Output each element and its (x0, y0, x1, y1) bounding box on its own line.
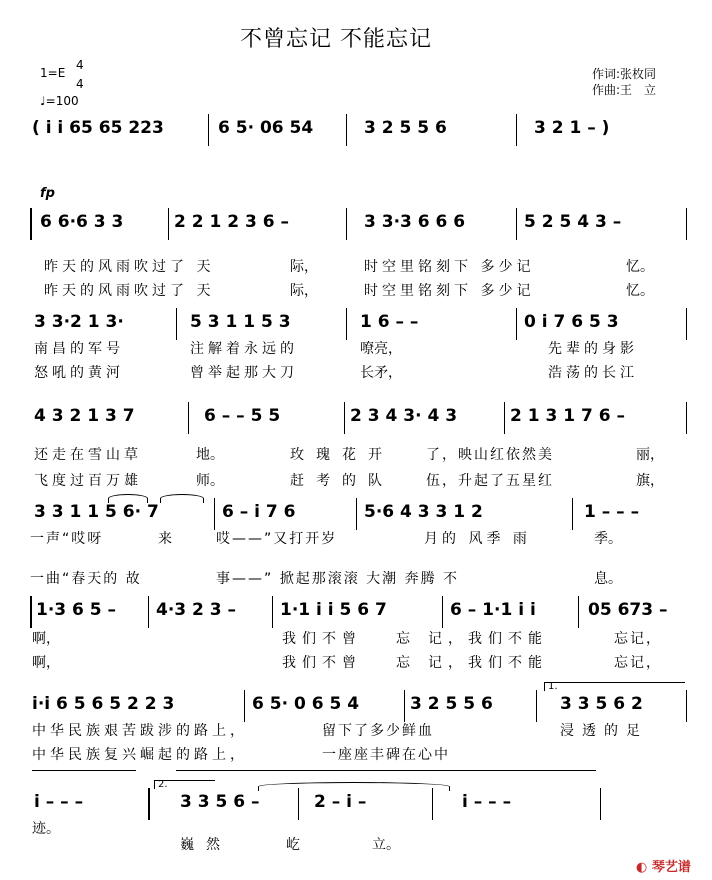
barline (168, 208, 169, 240)
lyric: 南昌的军号 (34, 341, 124, 357)
volta-1 (544, 682, 685, 691)
barline (516, 114, 517, 146)
barline (404, 690, 405, 722)
barline (356, 498, 357, 530)
lyric: 忆。 (626, 259, 654, 275)
measure: 3 3 5 6 2 (560, 694, 643, 714)
lyric: 我们不曾 (282, 655, 362, 671)
lyric: 啊， (32, 655, 60, 671)
measure: 1·1 i i 5 6 7 (280, 600, 387, 620)
lyric: 际， (290, 283, 318, 299)
measure: 0 i 7 6 5 3 (524, 312, 619, 332)
measure: 6 – – 5 5 (204, 406, 281, 426)
composer-credit: 作曲:王 立 (592, 83, 657, 97)
logo-icon: ◐ (636, 860, 648, 875)
lyric: 月的 风季 雨 (424, 531, 531, 547)
lyric: 忘 (396, 631, 410, 647)
lyric: 季。 (594, 531, 622, 547)
lyric: 地。 (196, 447, 224, 463)
measure: 2 1 3 1 7 6 – (510, 406, 625, 426)
barline (686, 208, 687, 240)
barline (188, 402, 189, 434)
lyric: 玫瑰花开 (290, 447, 394, 463)
barline (244, 690, 245, 722)
lyric: 嘹亮， (360, 341, 402, 357)
measure: 1·3 6 5 – (36, 600, 117, 620)
lyric: 时空里铭刻下 多少记 (364, 259, 535, 275)
lyric: 哎——”又打开岁 (216, 531, 338, 547)
volta-bracket-line (176, 770, 596, 771)
repeat-end-barline (148, 788, 150, 820)
measure: 3 3·3 6 6 6 (364, 212, 466, 232)
barline (686, 690, 687, 722)
measure: ( i i 65 65 223 (32, 118, 164, 138)
lyric: 赶考的队 (290, 473, 394, 489)
measure: 3 3 1 1 5 6· 7 (34, 502, 159, 522)
measure: 6 – 1·1 i i (450, 600, 536, 620)
volta-bracket-line (32, 770, 136, 771)
tie-slur (108, 494, 148, 503)
lyric: 巍然 (180, 837, 232, 853)
measure: 4 3 2 1 3 7 (34, 406, 135, 426)
lyric: 立。 (372, 837, 400, 853)
tie-slur (258, 782, 450, 791)
song-title: 不曾忘记 不能忘记 (240, 27, 432, 52)
measure: 3 2 1 – ) (534, 118, 610, 138)
time-signature-top: 4 (76, 58, 84, 72)
lyric: 先辈的身影 (548, 341, 638, 357)
lyric: 丽， (636, 447, 664, 463)
barline (686, 402, 687, 434)
barline (148, 596, 149, 628)
barline (346, 114, 347, 146)
barline (272, 596, 273, 628)
lyric: 时空里铭刻下 多少记 (364, 283, 535, 299)
barline (686, 308, 687, 340)
barline (516, 208, 517, 240)
repeat-start-barline (30, 596, 32, 628)
measure: 2 2 1 2 3 6 – (174, 212, 289, 232)
lyric: 忘记， (614, 655, 662, 671)
barline (346, 308, 347, 340)
volta-2 (154, 780, 215, 789)
lyric: 怒吼的黄河 (34, 365, 124, 381)
lyric: 飞度过百万雄 (34, 473, 142, 489)
barline (176, 308, 177, 340)
lyric: 忘 (396, 655, 410, 671)
barline (214, 498, 215, 530)
lyric: 曾举起那大刀 (190, 365, 298, 381)
repeat-start-barline (30, 208, 32, 240)
measure: 6 6·6 3 3 (40, 212, 124, 232)
lyric: 长矛， (360, 365, 402, 381)
measure: 3 2 5 5 6 (410, 694, 493, 714)
measure: 4·3 2 3 – (156, 600, 237, 620)
watermark-text: 琴艺谱 (651, 860, 691, 875)
key-signature: 1=E (40, 66, 66, 80)
measure: 3 2 5 5 6 (364, 118, 447, 138)
measure: 1 – – – (584, 502, 640, 522)
volta-2-label: 2. (158, 779, 168, 790)
measure: 5 3 1 1 5 3 (190, 312, 291, 332)
measure: i·i 6 5 6 5 2 2 3 (32, 694, 175, 714)
measure: i – – – (462, 792, 512, 812)
lyric: 记，我们不能 (428, 655, 548, 671)
measure: 6 5· 0 6 5 4 (252, 694, 360, 714)
time-signature-bottom: 4 (76, 77, 84, 91)
measure: 3 3·2 1 3· (34, 312, 124, 332)
dynamic-marking: fp (40, 186, 55, 201)
barline (432, 788, 433, 820)
measure: 2 – i – (314, 792, 367, 812)
lyric: 际， (290, 259, 318, 275)
lyric: 迹。 (32, 821, 60, 837)
lyric: 忆。 (626, 283, 654, 299)
measure: 6 – i 7 6 (222, 502, 296, 522)
music-row-intro (0, 118, 712, 158)
barline (298, 788, 299, 820)
measure: 2 3 4 3· 4 3 (350, 406, 458, 426)
lyric: 啊， (32, 631, 60, 647)
lyric: 忘记， (614, 631, 662, 647)
lyric: 还走在雪山草 (34, 447, 142, 463)
measure: 3 3 5 6 – (180, 792, 260, 812)
lyricist-credit: 作词:张枚同 (592, 67, 657, 81)
lyric: 屹 (286, 837, 300, 853)
measure: 05 673 – (588, 600, 668, 620)
measure: i – – – (34, 792, 84, 812)
lyric: 了，映山红依然美 (426, 447, 554, 463)
barline (344, 402, 345, 434)
lyric: 昨天的风雨吹过了 天 (44, 283, 215, 299)
barline (346, 208, 347, 240)
barline (208, 114, 209, 146)
barline (536, 690, 537, 722)
lyric: 伍，升起了五星红 (426, 473, 554, 489)
lyric: 注解着永远的 (190, 341, 298, 357)
lyric: 记，我们不能 (428, 631, 548, 647)
measure: 5·6 4 3 3 1 2 (364, 502, 483, 522)
tempo-marking: ♩=100 (40, 94, 79, 108)
barline (516, 308, 517, 340)
volta-1-label: 1. (548, 681, 558, 692)
watermark-logo (636, 856, 691, 875)
lyric: 一座座丰碑在心中 (322, 747, 450, 763)
lyric: 浸透的足 (560, 723, 648, 739)
barline (578, 596, 579, 628)
lyric: 旗， (636, 473, 664, 489)
barline (504, 402, 505, 434)
lyric: 息。 (594, 571, 622, 587)
tie-slur (160, 494, 204, 503)
lyric: 浩荡的长江 (548, 365, 638, 381)
final-barline (600, 788, 601, 820)
barline (442, 596, 443, 628)
lyric: 中华民族复兴崛起的路上， (32, 747, 248, 763)
lyric: 来 (158, 531, 172, 547)
lyric: 我们不曾 (282, 631, 362, 647)
lyric: 中华民族艰苦跋涉的路上， (32, 723, 248, 739)
measure: 6 5· 06 54 (218, 118, 314, 138)
lyric: 一声“哎呀 (30, 531, 104, 547)
lyric: 留下了多少鲜血 (322, 723, 434, 739)
lyric: 一曲“春天的 故 (30, 571, 142, 587)
measure: 5 2 5 4 3 – (524, 212, 622, 232)
lyric: 师。 (196, 473, 224, 489)
barline (572, 498, 573, 530)
lyric: 昨天的风雨吹过了 天 (44, 259, 215, 275)
lyric: 事——” 掀起那滚滚 大潮 奔腾 不 (216, 571, 460, 587)
measure: 1 6 – – (360, 312, 419, 332)
